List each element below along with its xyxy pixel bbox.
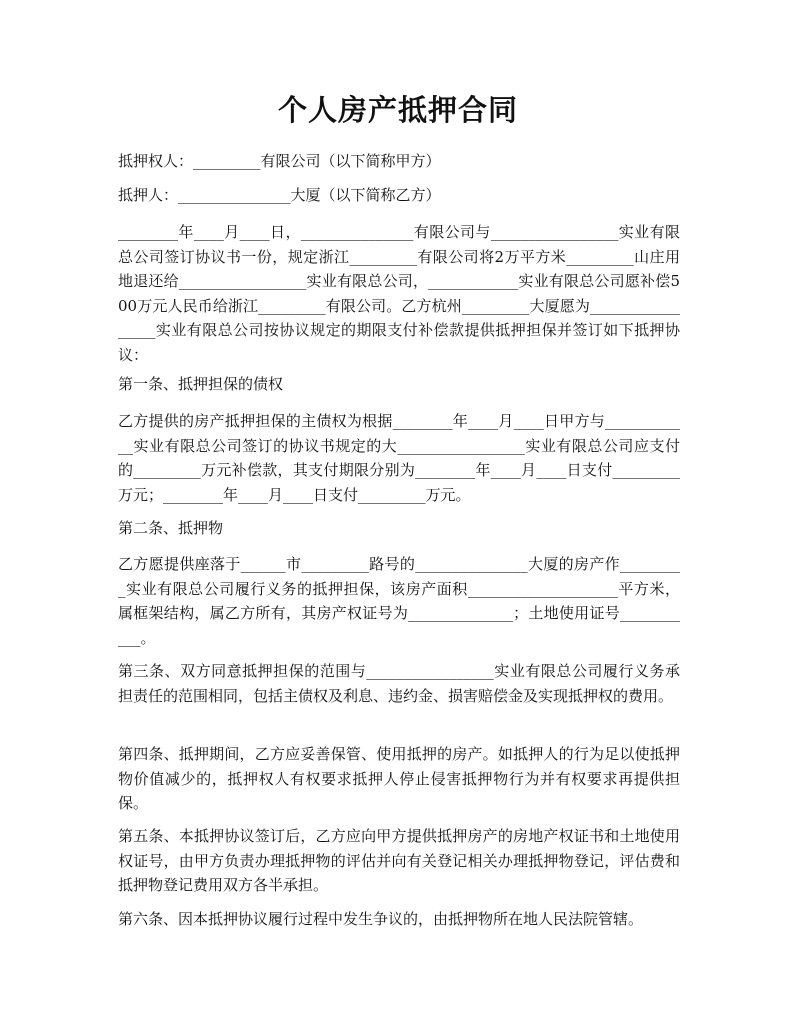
- document-title: 个人房产抵押合同: [277, 93, 518, 127]
- paragraph-mortgagee: 抵押权人：_________有限公司（以下简称甲方）: [118, 152, 441, 170]
- paragraph-preamble: ________年____月____日，_______________有限公司与_________________实业有限总公司签订协议书一份，规定浙江_________有限公司将2万平方米_________山庄用地退还给_________________实业有限总公司，____________实业有限总公司愿补偿500万元人民币给浙江_________有限公司。乙方杭州_________大厦愿为_________________实业有限总公司按协议规定的期限支付补偿款提供抵押担保并签订如下抵押协议：: [118, 223, 680, 364]
- article-5: 第五条、本抵押协议签订后，乙方应向甲方提供抵押房产的房地产权证书和土地使用权证号，由甲方负责办理抵押物的评估并向有关登记相关办理抵押物登记，评估费和抵押物登记费用双方各半承担。: [118, 827, 680, 894]
- article-2-body: 乙方愿提供座落于______市_________路号的_______________大厦的房产作_________实业有限总公司履行义务的抵押担保，该房产面积____________________平方米，属框架结构，属乙方所有，其房产权证号为______________；土地使用证号___________。: [118, 555, 680, 647]
- article-4: 第四条、抵押期间，乙方应妥善保管、使用抵押的房产。如抵押人的行为足以使抵押物价值减少的，抵押权人有权要求抵押人停止侵害抵押物行为并有权要求再提供担保。: [118, 745, 680, 812]
- article-2-heading: 第二条、抵押物: [118, 519, 224, 537]
- article-6: 第六条、因本抵押协议履行过程中发生争议的，由抵押物所在地人民法院管辖。: [118, 910, 644, 928]
- article-3: 第三条、双方同意抵押担保的范围与_________________实业有限总公司履行义务承担责任的范围相同，包括主债权及利息、违约金、损害赔偿金及实现抵押权的费用。: [118, 662, 680, 705]
- paragraph-mortgagor: 抵押人：_______________大厦（以下简称乙方）: [118, 186, 441, 204]
- article-1-heading: 第一条、抵押担保的债权: [118, 375, 284, 393]
- article-1-body: 乙方提供的房产抵押担保的主债权为根据________年____月____日甲方与____________实业有限总公司签订的协议书规定的大_________________实业有限总公司应支付的_________万元补偿款，其支付期限分别为________年____月____日支付_________万元；________年____月____日支付_________万元。: [118, 412, 680, 504]
